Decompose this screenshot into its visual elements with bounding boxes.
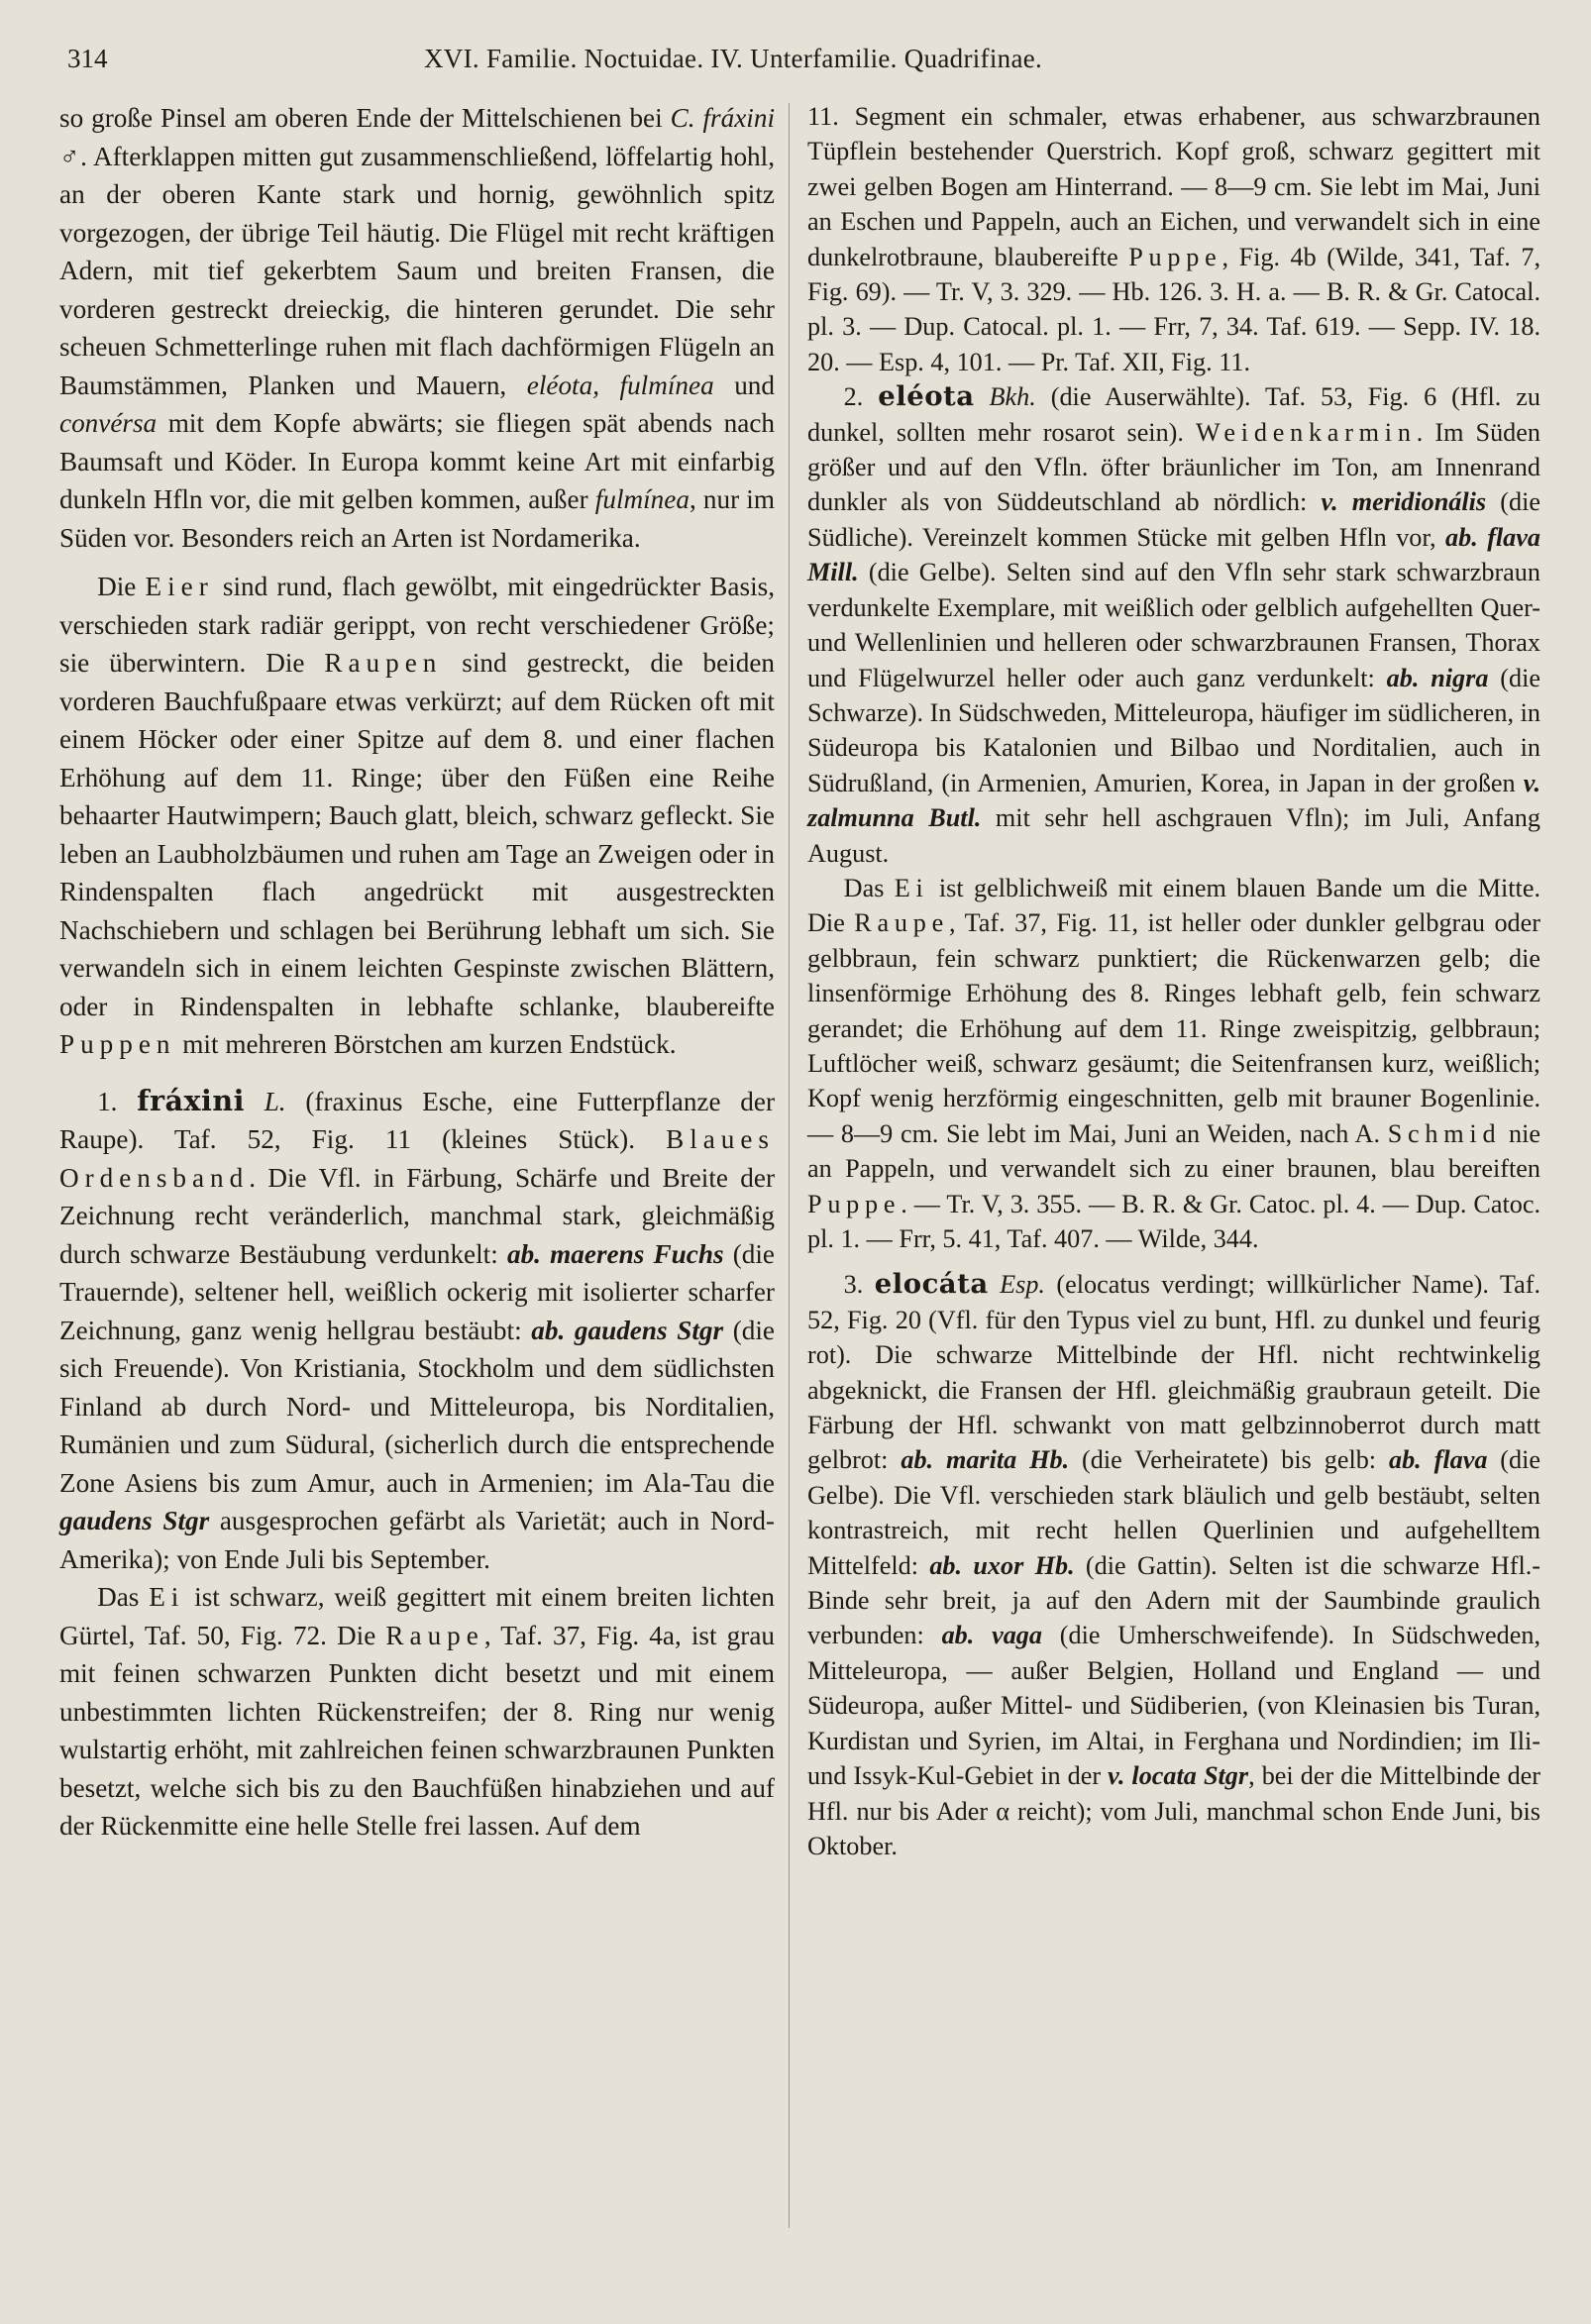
species-fraxini: 1. fráxini L. (fraxinus Esche, eine Futterpflanze der Raupe). Taf. 52, Fig. 11 (kleines Stück). Blaues Ordensband. Die Vfl. in Färbung, Schärfe und Breite der Zeichnung recht veränderlich, manchmal stark, gleichmäßig durch schwarze Bestäubung verdunkelt: ab. maerens Fuchs (die Trauernde), seltener hell, weißlich ockerig mit isolierter scharfer Zeichnung, ganz wenig hellgrau bestäubt: ab. gaudens Stgr (die sich Freuende). Von Kristiania, Stockholm und dem südlichsten Finland ab durch Nord- und Mitteleuropa, bis Norditalien, Rumänien und zum Südural, (sicherlich durch die entsprechende Zone Asiens bis zum Amur, auch in Armenien; im Ala-Tau die gaudens Stgr ausgesprochen gefärbt als Varietät; auch in Nord-Amerika); von Ende Juli bis September. <box>59 1083 775 1574</box>
left-column <box>59 99 775 1846</box>
species-electa: 2. eléota Bkh. (die Auserwählte). Taf. 53, Fig. 6 (Hfl. zu dunkel, sollten mehr rosarot sein). Weidenkarmin. Im Süden größer und auf den Vfln. öfter bräunlicher im Ton, am Innenrand dunkler als von Süddeutschland ab nördlich: v. meridionális (die Südliche). Vereinzelt kommen Stücke mit gelben Hfln vor, ab. flava Mill. (die Gelbe). Selten sind auf den Vfln sehr stark schwarzbraun verdunkelte Exemplare, mit weißlich oder gelblich aufgehellten Quer- und Wellenlinien und helleren oder schwarzbraunen Fransen, Thorax und Flügelwurzel heller oder auch ganz verdunkelt: ab. nigra (die Schwarze). In Südschweden, Mitteleuropa, häufiger im südlicheren, in Südeuropa bis Katalonien und Bilbao und Norditalien, auch in Südrußland, (in Armenien, Amurien, Korea, in Japan in der großen v. zalmunna Butl. mit sehr hell aschgrauen Vfln); im Juli, Anfang August. <box>807 380 1541 868</box>
page-number: 314 <box>67 44 108 73</box>
intro-paragraph: so große Pinsel am oberen Ende der Mittelschienen bei C. fráxini ♂. Afterklappen mitten gut zusammenschließend, löffelartig hohl, an der oberen Kante stark und hornig, gewöhnlich spitz vorgezogen, der übrige Teil häutig. Die Flügel mit recht kräftigen Adern, mit tief gekerbtem Saum und breiten Fransen, die vorderen gestreckt dreieckig, die hinteren gerundet. Die sehr scheuen Schmetterlinge ruhen mit flach dachförmigen Flügeln an Baumstämmen, Planken und Mauern, eléota, fulmínea und convérsa mit dem Kopfe abwärts; sie fliegen spät abends nach Baumsaft und Köder. In Europa kommt keine Art mit einfarbig dunkeln Hfln vor, die mit gelben kommen, außer fulmínea, nur im Süden vor. Besonders reich an Arten ist Nordamerika. <box>59 103 775 553</box>
running-title: XVI. Familie. Noctuidae. IV. Unterfamilie. Quadrifinae. <box>424 44 1043 73</box>
electa-egg-paragraph: Das Ei ist gelblichweiß mit einem blauen Bande um die Mitte. Die Raupe, Taf. 37, Fig. 11, ist heller oder dunkler gelbgrau oder gelbbraun, fein schwarz punktiert; die Rückenwarzen gelb; die linsenförmige Erhöhung des 8. Ringes lebhaft gelb, fein schwarz gerandet; die Erhöhung auf dem 11. Ringe zweispitzig, gelbbraun; Luftlöcher weiß, schwarz gesäumt; die Seitenfransen kurz, weißlich; Kopf wenig herzförmig eingeschnitten, gelb mit brauner Bogenlinie. — 8—9 cm. Sie lebt im Mai, Juni an Weiden, nach A. Schmid nie an Pappeln, und verwandelt sich zu einer braunen, blau bereiften Puppe. — Tr. V, 3. 355. — B. R. & Gr. Catoc. pl. 4. — Dup. Catoc. pl. 1. — Frr, 5. 41, Taf. 407. — Wilde, 344. <box>807 873 1540 1253</box>
page-header <box>67 40 1534 79</box>
fraxini-egg-paragraph: Das Ei ist schwarz, weiß gegittert mit einem breiten lichten Gürtel, Taf. 50, Fig. 72. Die Raupe, Taf. 37, Fig. 4a, ist grau mit feinen schwarzen Punkten dicht besetzt und mit einem unbestimmten lichten Rückenstreifen; der 8. Ring nur wenig wulstartig erhöht, mit zahlreichen feinen schwarzbraunen Punkten besetzt, welche sich bis zu den Bauchfüßen hinabziehen und auf der Rückenmitte eine helle Stelle frei lassen. Auf dem <box>59 1582 775 1841</box>
eggs-paragraph: Die Eier sind rund, flach gewölbt, mit eingedrückter Basis, verschieden stark radiär gerippt, von recht verschiedener Größe; sie überwintern. Die Raupen sind gestreckt, die beiden vorderen Bauchfußpaare etwas verkürzt; auf dem Rücken oft mit einem Höcker oder einer Spitze auf dem 8. und einer flachen Erhöhung auf dem 11. Ringe; über den Füßen eine Reihe behaarter Hautwimpern; Bauch glatt, bleich, schwarz gefleckt. Sie leben an Laubholzbäumen und ruhen am Tage an Zweigen oder in Rindenspalten flach angedrückt mit ausgestreckten Nachschiebern und schlagen bei Berührung lebhaft um sich. Sie verwandeln sich in einem leichten Gespinste zwischen Blättern, oder in Rindenspalten in lebhafte schlanke, blaubereifte Puppen mit mehreren Börstchen am kurzen Endstück. <box>59 572 776 1059</box>
fraxini-continuation: 11. Segment ein schmaler, etwas erhabener, aus schwarzbraunen Tüpflein bestehender Querstrich. Kopf groß, schwarz gegittert mit zwei gelben Bogen am Hinterrand. — 8—9 cm. Sie lebt im Mai, Juni an Eschen und Pappeln, auch an Eichen, und verwandelt sich in eine dunkelrotbraune, blaubereifte Puppe, Fig. 4b (Wilde, 341, Taf. 7, Fig. 69). — Tr. V, 3. 329. — Hb. 126. 3. H. a. — B. R. & Gr. Catocal. pl. 3. — Dup. Catocal. pl. 1. — Frr, 7, 34. Taf. 619. — Sepp. IV. 18. 20. — Esp. 4, 101. — Pr. Taf. XII, Fig. 11. <box>807 102 1540 376</box>
species-elocata: 3. elocáta Esp. (elocatus verdingt; willkürlicher Name). Taf. 52, Fig. 20 (Vfl. für den Typus viel zu bunt, Hfl. zu dunkel und feurig rot). Die schwarze Mittelbinde der Hfl. nicht rechtwinkelig abgeknickt, die Fransen der Hfl. gleichmäßig graubraun geteilt. Die Färbung der Hfl. schwankt von matt gelbzinnoberrot durch matt gelbrot: ab. marita Hb. (die Verheiratete) bis gelb: ab. flava (die Gelbe). Die Vfl. verschieden stark bläulich und gelb bestäubt, selten kontrastreich, mit recht hellen Querlinien und aufgehelltem Mittelfeld: ab. uxor Hb. (die Gattin). Selten ist die schwarze Hfl.-Binde sehr breit, ja auf den Adern mit der Saumbinde graulich verbunden: ab. vaga (die Umherschweifende). In Südschweden, Mitteleuropa, — außer Belgien, Holland und England — und Südeuropa, außer Mittel- und Südiberien, (von Kleinasien bis Turan, Kurdistan und Syrien, im Altai, in Ferghana und Nordindien; im Ili- und Issyk-Kul-Gebiet in der v. locata Stgr, bei der die Mittelbinde der Hfl. nur bis Ader α reicht); vom Juli, manchmal schon Ende Juni, bis Oktober. <box>807 1268 1541 1860</box>
right-column <box>807 99 1540 1863</box>
column-divider <box>789 103 790 2228</box>
